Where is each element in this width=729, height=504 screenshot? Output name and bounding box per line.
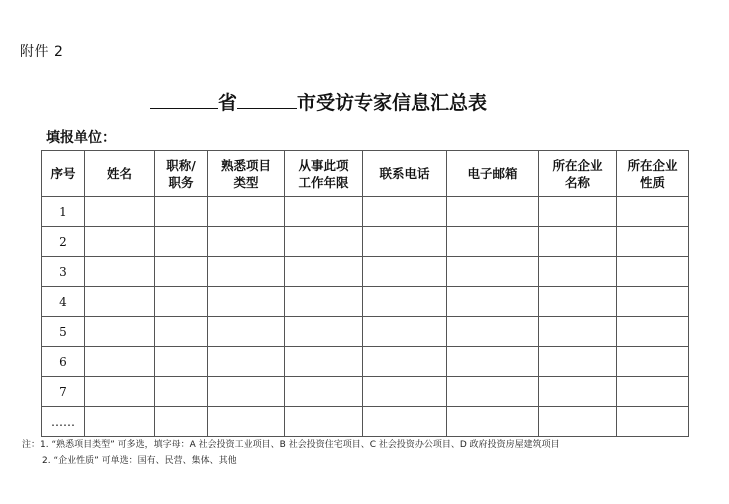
cell-name[interactable] [85,197,155,227]
cell-project-type[interactable] [208,347,285,377]
table-header-row [42,151,689,197]
header-name: 姓名 [85,151,155,197]
cell-company-name[interactable] [539,407,617,437]
province-blank [150,94,218,109]
row-index: …… [42,407,85,437]
row-index: 1 [42,197,85,227]
cell-years[interactable] [285,407,363,437]
cell-project-type[interactable] [208,257,285,287]
cell-email[interactable] [447,257,539,287]
cell-company-nature[interactable] [617,407,689,437]
cell-company-name[interactable] [539,257,617,287]
cell-project-type[interactable] [208,377,285,407]
table-row [42,227,689,257]
cell-email[interactable] [447,287,539,317]
cell-years[interactable] [285,317,363,347]
expert-info-table [41,150,689,437]
page-title [150,88,610,115]
cell-phone[interactable] [363,317,447,347]
table-row [42,377,689,407]
footnote-1: 注：1. “熟悉项目类型” 可多选，填字母：A 社会投资工业项目、B 社会投资住宅项目、C 社会投资办公项目、D 政府投资房屋建筑项目 [22,440,560,450]
cell-email[interactable] [447,377,539,407]
table-row [42,257,689,287]
cell-project-type[interactable] [208,407,285,437]
table-row [42,407,689,437]
cell-company-name[interactable] [539,287,617,317]
cell-email[interactable] [447,347,539,377]
cell-name[interactable] [85,377,155,407]
cell-phone[interactable] [363,227,447,257]
header-company-name: 所在企业 名称 [539,151,617,197]
cell-company-name[interactable] [539,197,617,227]
province-suffix: 省 [218,92,238,114]
header-project-type: 熟悉项目 类型 [208,151,285,197]
cell-title[interactable] [155,407,208,437]
cell-years[interactable] [285,347,363,377]
cell-phone[interactable] [363,197,447,227]
row-index: 4 [42,287,85,317]
table-row [42,317,689,347]
cell-project-type[interactable] [208,287,285,317]
city-blank [237,94,297,109]
cell-email[interactable] [447,317,539,347]
cell-years[interactable] [285,227,363,257]
cell-company-name[interactable] [539,377,617,407]
cell-name[interactable] [85,287,155,317]
cell-project-type[interactable] [208,227,285,257]
cell-email[interactable] [447,197,539,227]
cell-company-nature[interactable] [617,347,689,377]
cell-years[interactable] [285,287,363,317]
cell-title[interactable] [155,317,208,347]
table-row [42,287,689,317]
cell-name[interactable] [85,407,155,437]
attachment-label: 附件 2 [20,44,64,60]
table-row [42,347,689,377]
cell-phone[interactable] [363,347,447,377]
cell-project-type[interactable] [208,317,285,347]
cell-company-nature[interactable] [617,227,689,257]
cell-name[interactable] [85,347,155,377]
row-index: 6 [42,347,85,377]
cell-email[interactable] [447,227,539,257]
header-index: 序号 [42,151,85,197]
footnote-2: 2. “企业性质” 可单选：国有、民营、集体、其他 [42,456,237,466]
cell-project-type[interactable] [208,197,285,227]
cell-company-nature[interactable] [617,317,689,347]
cell-years[interactable] [285,197,363,227]
cell-phone[interactable] [363,407,447,437]
cell-company-nature[interactable] [617,377,689,407]
cell-title[interactable] [155,197,208,227]
cell-company-nature[interactable] [617,257,689,287]
cell-company-name[interactable] [539,347,617,377]
cell-name[interactable] [85,227,155,257]
header-company-nature: 所在企业 性质 [617,151,689,197]
row-index: 7 [42,377,85,407]
header-email: 电子邮箱 [447,151,539,197]
row-index: 3 [42,257,85,287]
cell-company-nature[interactable] [617,287,689,317]
cell-company-name[interactable] [539,317,617,347]
cell-title[interactable] [155,347,208,377]
cell-name[interactable] [85,317,155,347]
title-text: 市受访专家信息汇总表 [297,92,488,114]
cell-years[interactable] [285,377,363,407]
cell-company-nature[interactable] [617,197,689,227]
header-years: 从事此项 工作年限 [285,151,363,197]
header-phone: 联系电话 [363,151,447,197]
row-index: 2 [42,227,85,257]
table-row [42,197,689,227]
row-index: 5 [42,317,85,347]
cell-title[interactable] [155,377,208,407]
header-title: 职称/ 职务 [155,151,208,197]
cell-phone[interactable] [363,287,447,317]
cell-company-name[interactable] [539,227,617,257]
cell-title[interactable] [155,227,208,257]
cell-title[interactable] [155,287,208,317]
cell-years[interactable] [285,257,363,287]
cell-title[interactable] [155,257,208,287]
cell-phone[interactable] [363,257,447,287]
cell-email[interactable] [447,407,539,437]
fill-unit-label: 填报单位： [46,130,116,146]
cell-name[interactable] [85,257,155,287]
footnotes [22,437,560,469]
cell-phone[interactable] [363,377,447,407]
